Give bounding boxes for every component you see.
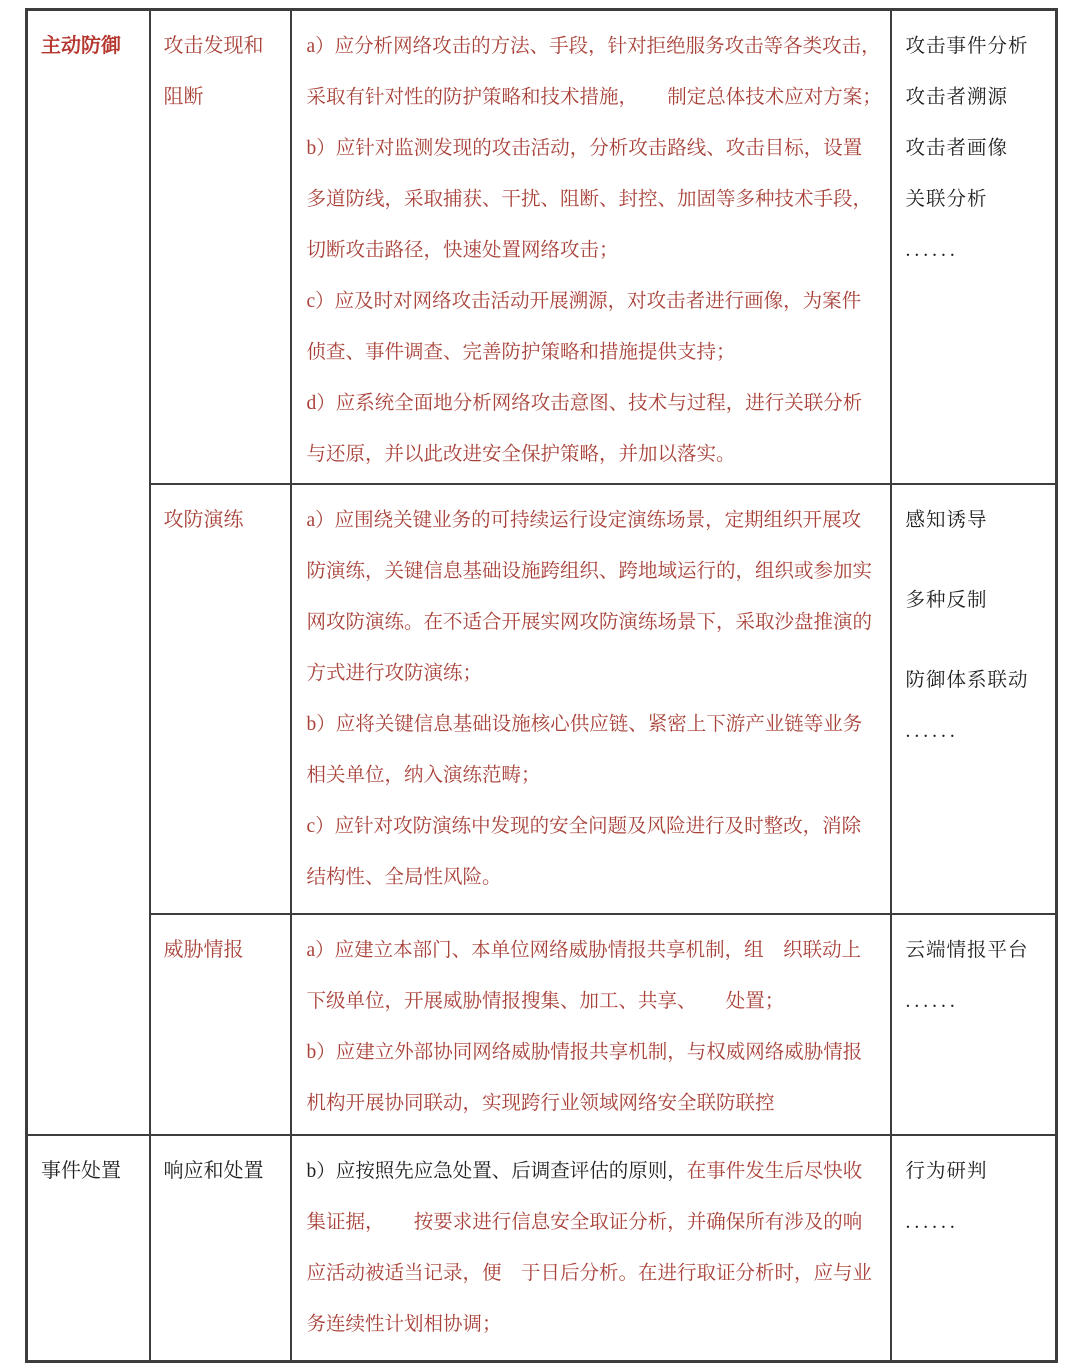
- category-label: 主动防御: [41, 35, 121, 57]
- subcategory-cell-attack-defense-drill: [150, 484, 291, 914]
- requirements-cell-attack-defense-drill: [291, 484, 891, 914]
- requirements-cell-attack-discovery: [291, 10, 891, 484]
- requirement-line: d）应系统全面地分析网络攻击意图、技术与过程，进行关联分析: [306, 393, 863, 414]
- requirement-line: 下级单位，开展威胁情报搜集、加工、共享、 处置；: [306, 990, 785, 1012]
- keyword-item-ellipsis: ......: [905, 1211, 959, 1233]
- requirement-line: c）应及时对网络攻击活动开展溯源，对攻击者进行画像，为案件: [306, 291, 862, 312]
- category-cell-active-defense: [27, 10, 150, 1135]
- table-row: [27, 914, 1057, 1135]
- table-row: [27, 1135, 1057, 1362]
- requirement-line: 应活动被适当记录，便 于日后分析。在进行取证分析时，应与业: [306, 1262, 873, 1284]
- subcategory-cell-response-handling: [150, 1135, 291, 1362]
- requirement-line: 与还原，并以此改进安全保护策略，并加以落实。: [306, 444, 736, 465]
- keyword-item: 关联分析: [905, 189, 988, 210]
- requirement-segment-black: b）应按照先应急处置、后调查评估的原则，: [306, 1160, 687, 1182]
- requirement-line: 集证据， 按要求进行信息安全取证分析，并确保所有涉及的响: [306, 1211, 863, 1233]
- requirement-line: b）应建立外部协同网络威胁情报共享机制，与权威网络威胁情报: [306, 1041, 863, 1063]
- keyword-item-ellipsis: ......: [905, 990, 959, 1012]
- requirements-cell-threat-intelligence: [291, 914, 891, 1135]
- keyword-item-ellipsis: ......: [905, 240, 959, 261]
- requirement-line: b）应将关键信息基础设施核心供应链、紧密上下游产业链等业务: [306, 713, 863, 735]
- requirement-line: c）应针对攻防演练中发现的安全问题及风险进行及时整改，消除: [306, 815, 862, 837]
- requirement-line: a）应围绕关键业务的可持续运行设定演练场景，定期组织开展攻: [306, 509, 862, 531]
- requirements-cell-response-handling: [291, 1135, 891, 1362]
- keyword-item-ellipsis: ......: [905, 720, 959, 742]
- requirement-line: 相关单位，纳入演练范畴；: [306, 764, 541, 786]
- subcategory-cell-threat-intelligence: [150, 914, 291, 1135]
- keyword-item: 行为研判: [905, 1160, 988, 1182]
- requirement-line: a）应建立本部门、本单位网络威胁情报共享机制，组 织联动上: [306, 939, 862, 961]
- requirement-line: 侦查、事件调查、完善防护策略和措施提供支持；: [306, 342, 736, 363]
- requirement-line: 务连续性计划相协调；: [306, 1313, 502, 1335]
- keywords-cell-attack-defense-drill: [891, 484, 1057, 914]
- requirement-segment-red: 在事件发生后尽快收: [686, 1160, 863, 1182]
- table-row: [27, 484, 1057, 914]
- subcategory-label: 阻断: [163, 86, 204, 108]
- keyword-item: 感知诱导: [905, 509, 988, 531]
- requirement-line: b）应针对监测发现的攻击活动，分析攻击路线、攻击目标，设置: [306, 138, 863, 159]
- keywords-cell-attack-discovery: [891, 10, 1057, 484]
- keyword-item: 云端情报平台: [905, 939, 1029, 961]
- requirement-line: 方式进行攻防演练；: [306, 662, 483, 684]
- table-row: [27, 10, 1057, 484]
- keyword-item: 攻击事件分析: [905, 36, 1029, 57]
- requirement-line: 防演练，关键信息基础设施跨组织、跨地域运行的，组织或参加实: [306, 560, 873, 582]
- subcategory-label: 响应和处置: [163, 1159, 264, 1182]
- keyword-item: 攻击者溯源: [905, 87, 1009, 108]
- requirement-line: 多道防线，采取捕获、干扰、阻断、封控、加固等多种技术手段，: [306, 189, 873, 210]
- keyword-item: 防御体系联动: [905, 669, 1029, 691]
- requirement-line: 切断攻击路径，快速处置网络攻击；: [306, 240, 619, 261]
- keyword-item: 多种反制: [905, 589, 988, 611]
- subcategory-label: 威胁情报: [163, 938, 244, 961]
- requirement-line: 采取有针对性的防护策略和技术措施， 制定总体技术应对方案；: [306, 87, 882, 108]
- keywords-cell-response-handling: [891, 1135, 1057, 1362]
- requirement-line: [307, 1146, 890, 1197]
- requirement-line: a）应分析网络攻击的方法、手段，针对拒绝服务攻击等各类攻击，: [306, 36, 881, 57]
- requirement-line: 机构开展协同联动，实现跨行业领域网络安全联防联控: [306, 1092, 775, 1114]
- security-requirements-table: [25, 8, 1058, 1363]
- keyword-item: 攻击者画像: [905, 138, 1009, 159]
- subcategory-label: 攻击发现和: [163, 35, 264, 57]
- category-label: 事件处置: [41, 1159, 121, 1182]
- subcategory-label: 攻防演练: [163, 508, 244, 531]
- keywords-cell-threat-intelligence: [891, 914, 1057, 1135]
- requirement-line: 结构性、全局性风险。: [306, 866, 502, 888]
- subcategory-cell-attack-discovery: [150, 10, 291, 484]
- requirement-line: 网攻防演练。在不适合开展实网攻防演练场景下，采取沙盘推演的: [306, 611, 873, 633]
- category-cell-incident-handling: [27, 1135, 150, 1362]
